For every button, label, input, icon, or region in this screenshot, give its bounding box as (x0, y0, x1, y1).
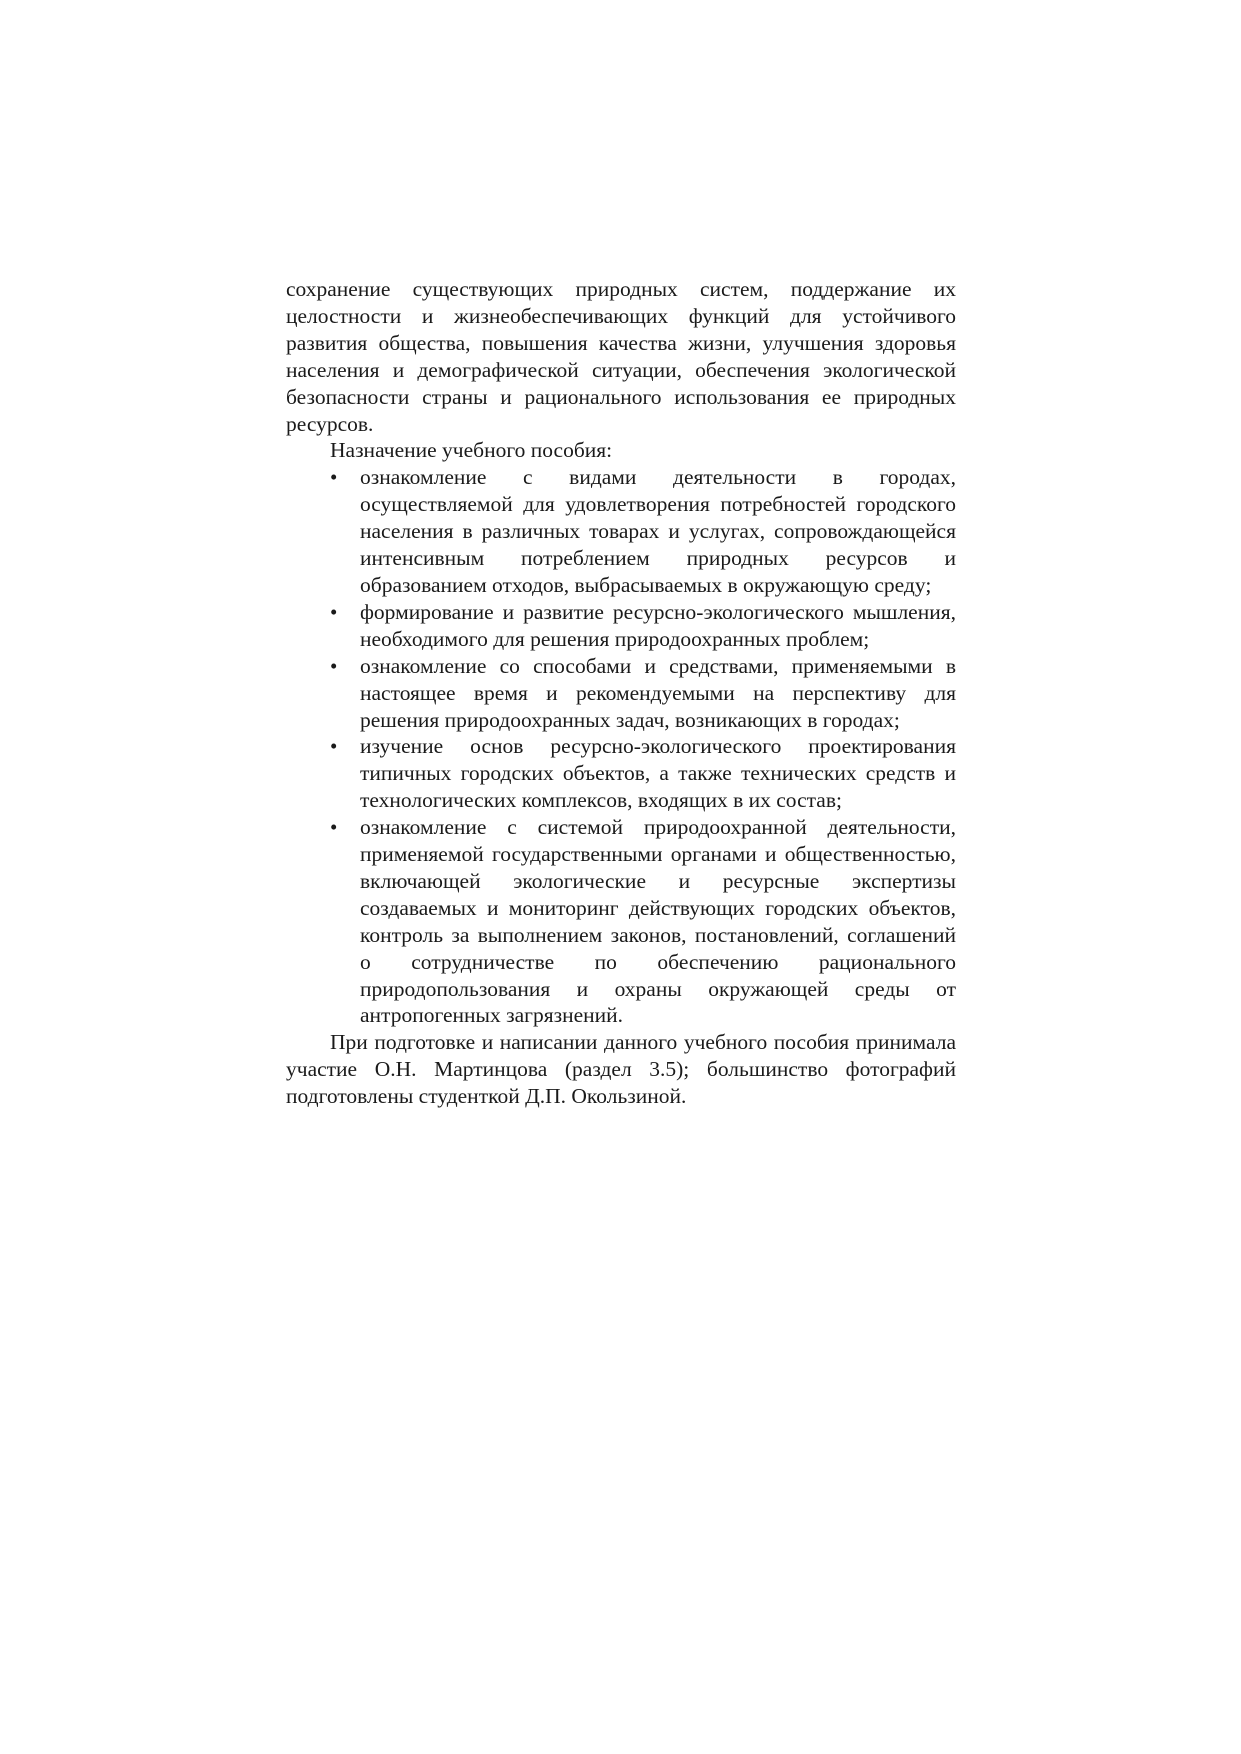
list-item-text: формирование и развитие ресурсно-экологического мышления, необходимого для решения природоохранных проблем; (360, 599, 956, 651)
bullet-icon: • (330, 734, 338, 759)
list-item-text: ознакомление со способами и средствами, применяемыми в настоящее время и рекомендуемыми на перспективу для решения природоохранных задач, возникающих в городах; (360, 653, 956, 732)
intro-paragraph: сохранение существующих природных систем, поддержание их целостности и жизнеобеспечивающих функций для устойчивого развития общества, повышения качества жизни, улучшения здоровья населения и демографической ситуации, обеспечения экологической безопасности страны и рационального использования ее природных ресурсов. (286, 277, 956, 436)
list-item-text: ознакомление с системой природоохранной деятельности, применяемой государственными органами и общественностью, включающей экологические и ресурсные экспертизы создаваемых и мониторинг действующих городских объектов, контроль за выполнением законов, постановлений, соглашений о сотрудничестве по обеспечению рационального природопользования и охраны окружающей среды от антропогенных загрязнений. (360, 815, 956, 1028)
bullet-icon: • (330, 815, 338, 840)
purpose-heading: Назначение учебного пособия: (330, 438, 613, 463)
closing-paragraph: При подготовке и написании данного учебного пособия принимала участие О.Н. Мартинцова (раздел 3.5); большинство фотографий подготовлены студенткой Д.П. Окользиной. (286, 1030, 956, 1109)
bullet-icon: • (330, 465, 338, 490)
page-text-block (286, 276, 956, 1110)
list-item (330, 464, 956, 599)
purpose-list (286, 464, 956, 1029)
bullet-icon: • (330, 653, 338, 678)
list-item (330, 599, 956, 653)
list-item-text: изучение основ ресурсно-экологического проектирования типичных городских объектов, а также технических средств и технологических комплексов, входящих в их состав; (360, 734, 956, 813)
list-item-text: ознакомление с видами деятельности в городах, осуществляемой для удовлетворения потребностей городского населения в различных товарах и услугах, сопровождающейся интенсивным потреблением природных ресурсов и образованием отходов, выбрасываемых в окружающую среду; (360, 465, 956, 597)
list-item (330, 653, 956, 734)
list-item (330, 814, 956, 1029)
list-item (330, 733, 956, 814)
bullet-icon: • (330, 599, 338, 624)
